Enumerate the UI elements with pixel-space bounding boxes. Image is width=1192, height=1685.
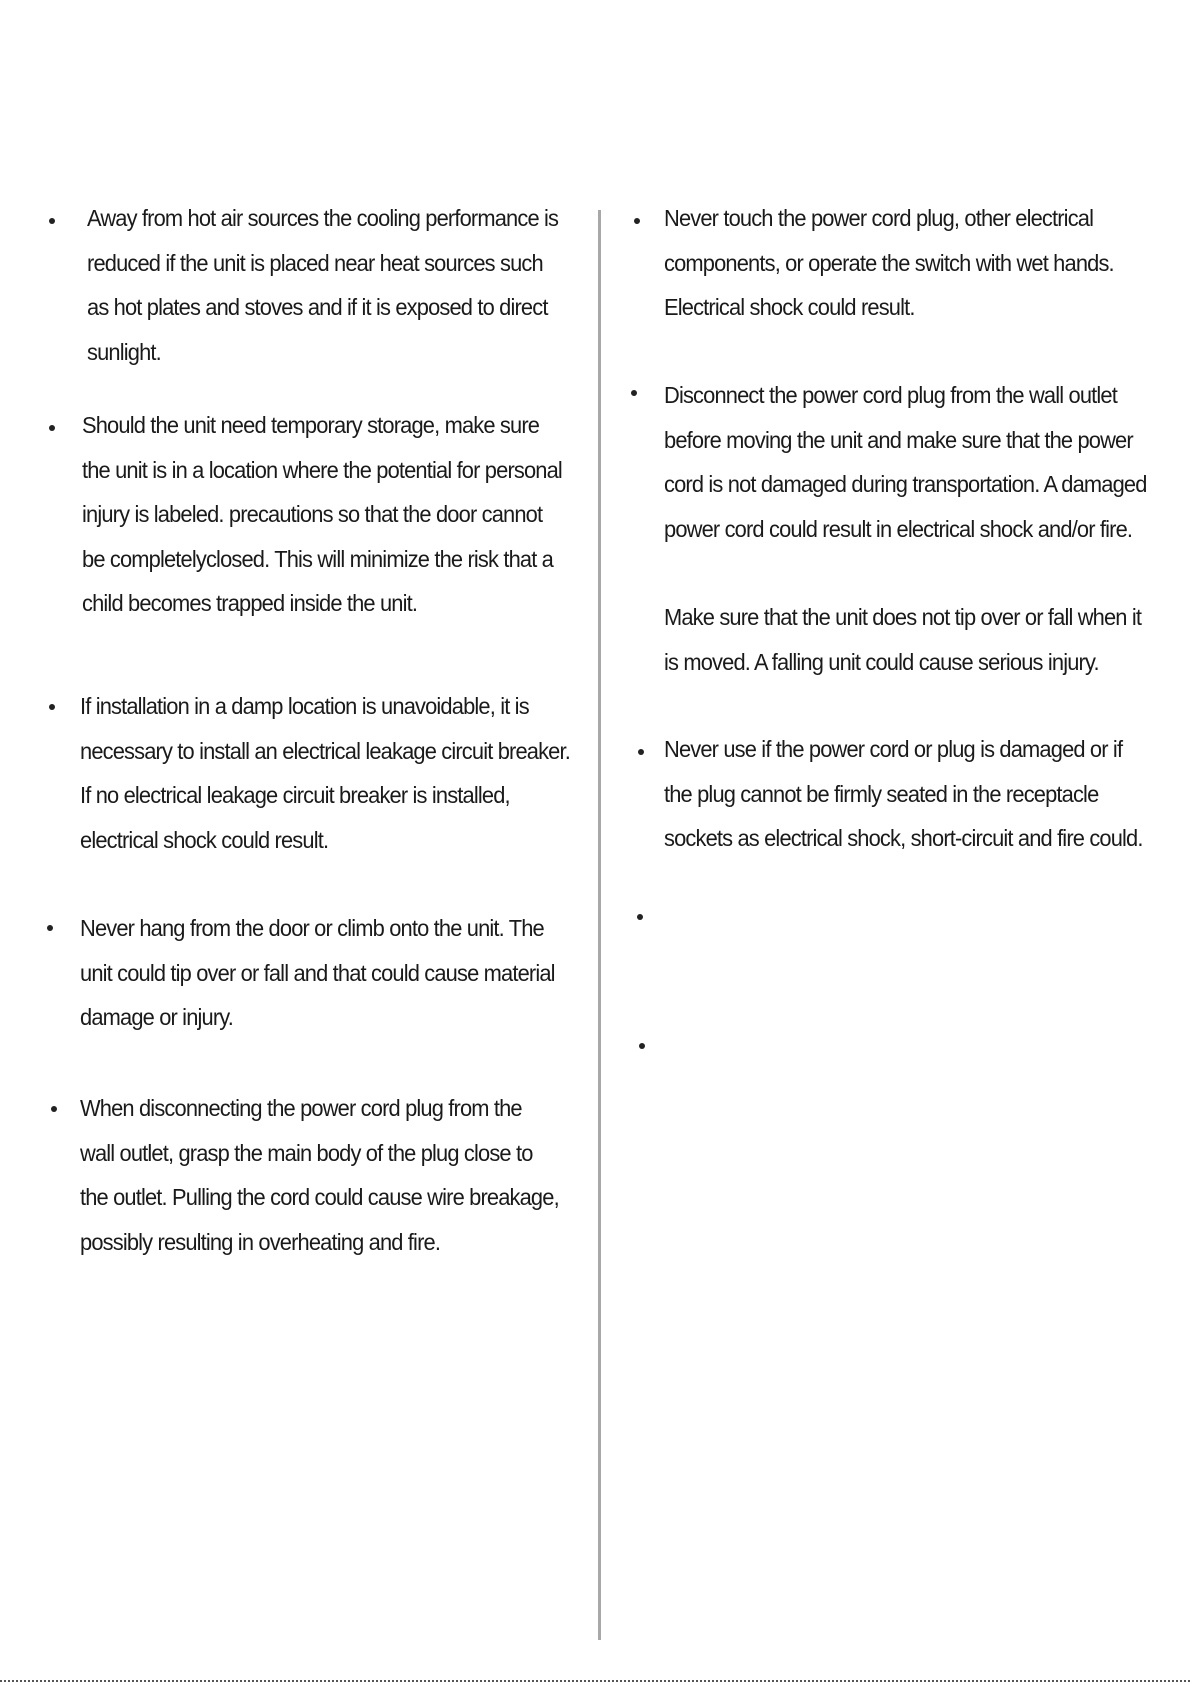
left-item-4 [80,906,555,1040]
column-divider [598,210,601,1640]
left-item-3 [80,684,570,862]
text-line: Away from hot air sources the cooling performance is [87,205,559,231]
text-line: the outlet. Pulling the cord could cause wire breakage, [80,1184,559,1210]
text-line: injury is labeled. precautions so that the door cannot [82,501,543,527]
left-item-2 [82,403,562,626]
text-line: wall outlet, grasp the main body of the plug close to [80,1139,533,1166]
text-line: necessary to install an electrical leakage circuit breaker. [80,737,570,764]
text-line: the unit is in a location where the potential for personal [82,456,562,483]
text-line: cord is not damaged during transportation. A damaged [664,471,1147,497]
text-line: Should the unit need temporary storage, make sure [82,412,540,438]
text-line: as hot plates and stoves and if it is exposed to direct [87,294,548,320]
left-item-1 [87,196,558,374]
bullet-icon [51,1106,57,1112]
text-line: unit could tip over or fall and that could cause material [80,959,555,986]
text-line: child becomes trapped inside the unit. [82,590,418,616]
text-line: be completelyclosed. This will minimize the risk that a [82,545,554,572]
bullet-icon [638,749,644,755]
bottom-border [0,1680,1192,1682]
right-item-4 [664,727,1143,861]
text-line: If installation in a damp location is unavoidable, it is [80,693,529,719]
right-item-3 [664,595,1141,684]
bullet-icon [639,1043,645,1049]
text-line: Disconnect the power cord plug from the wall outlet [664,382,1117,408]
text-line: possibly resulting in overheating and fire. [80,1228,441,1255]
text-line: Never touch the power cord plug, other electrical [664,205,1094,231]
text-line: If no electrical leakage circuit breaker is installed, [80,782,510,808]
bullet-icon [49,425,55,431]
text-line: sunlight. [87,338,161,365]
text-line: Never hang from the door or climb onto the unit. The [80,915,544,941]
text-line: When disconnecting the power cord plug from the [80,1095,522,1121]
text-line: electrical shock could result. [80,826,329,853]
bullet-icon [637,914,643,920]
left-item-5 [80,1086,559,1264]
text-line: Make sure that the unit does not tip over or fall when it [664,604,1142,630]
text-line: sockets as electrical shock, short-circuit and fire could. [664,825,1143,851]
text-line: power cord could result in electrical shock and/or fire. [664,515,1133,542]
right-item-1 [664,196,1114,330]
bullet-icon [49,704,55,710]
text-line: damage or injury. [80,1004,234,1030]
text-line: the plug cannot be firmly seated in the receptacle [664,780,1099,807]
bullet-icon [631,390,637,396]
text-line: components, or operate the switch with wet hands. [664,249,1114,276]
bullet-icon [47,925,53,931]
text-line: before moving the unit and make sure that the power [664,426,1133,453]
bullet-icon [49,218,55,224]
text-line: is moved. A falling unit could cause serious injury. [664,648,1099,675]
text-line: Electrical shock could result. [664,294,915,320]
bullet-icon [634,218,640,224]
right-item-2 [664,373,1147,551]
text-line: reduced if the unit is placed near heat sources such [87,249,543,276]
text-line: Never use if the power cord or plug is damaged or if [664,736,1123,762]
